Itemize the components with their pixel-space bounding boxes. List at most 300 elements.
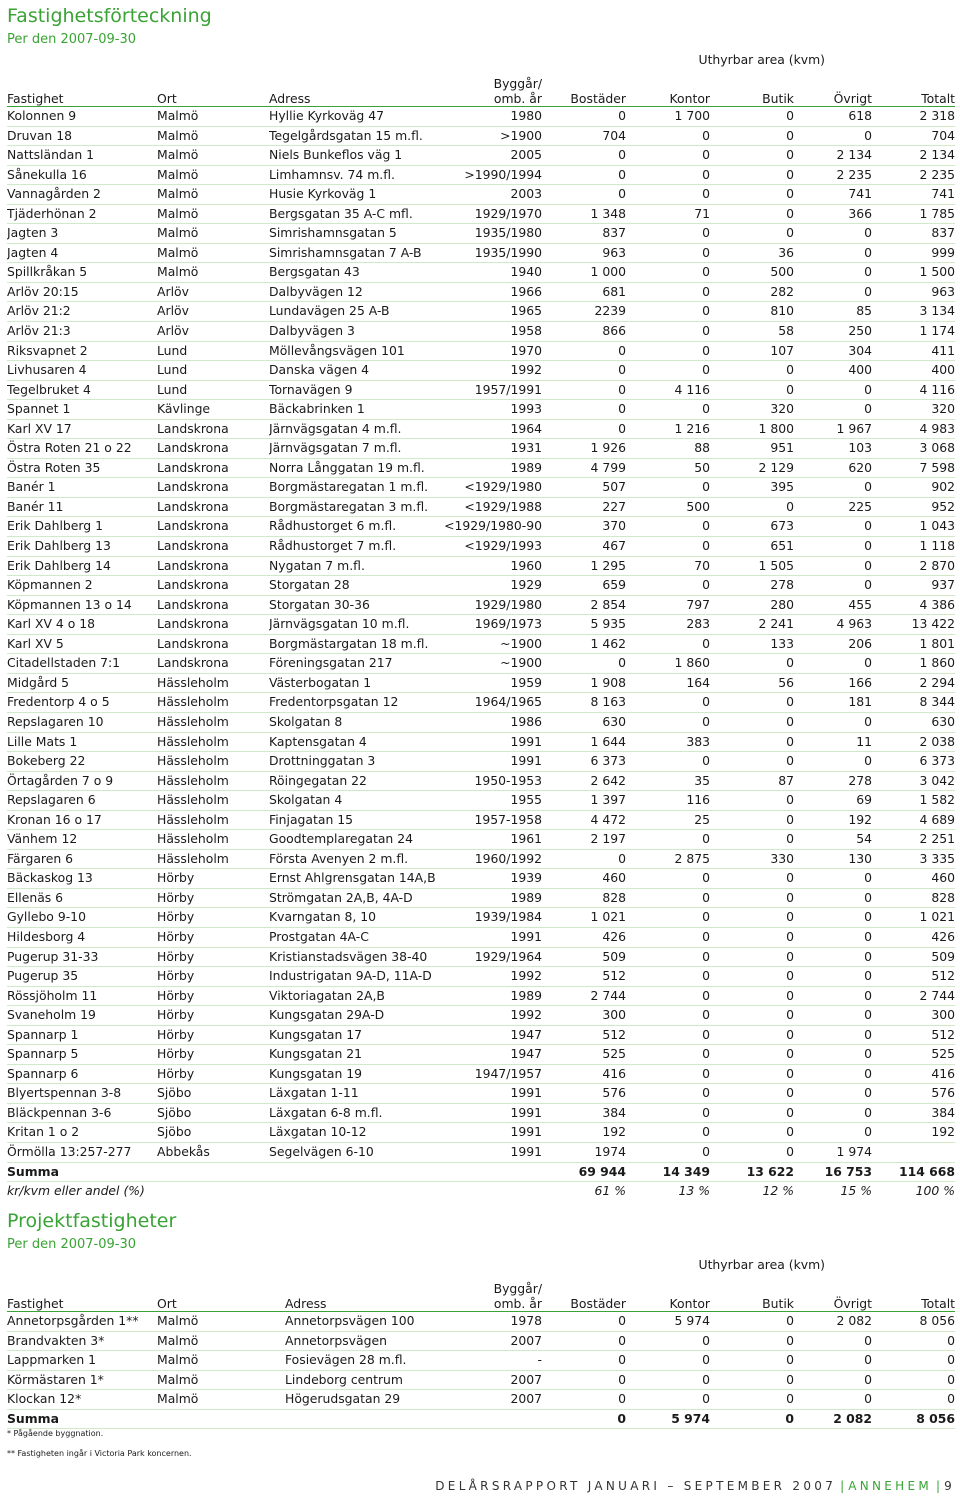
sum-totalt: 114 668 [872,1162,955,1182]
cell-ovrigt: 0 [794,752,872,772]
cell-kontor: 797 [626,595,710,615]
table-row [7,1312,955,1332]
cell-bostader: 5 935 [542,615,626,635]
col-header-byggar [445,1275,542,1312]
cell-butik: 0 [710,712,794,732]
cell-bostader: 837 [542,224,626,244]
cell-ort: Malmö [157,1312,285,1332]
table-row [7,1370,955,1390]
cell-kontor: 88 [626,439,710,459]
cell-bostader: 0 [542,419,626,439]
table-row [7,1103,955,1123]
cell-butik: 0 [710,927,794,947]
cell-kontor: 0 [626,361,710,381]
cell-totalt: 963 [872,282,955,302]
cell-totalt: 8 056 [872,1312,955,1332]
cell-bostader: 1 908 [542,673,626,693]
table-row [7,732,955,752]
cell-totalt: 902 [872,478,955,498]
cell-ort: Hörby [157,888,269,908]
table-row [7,126,955,146]
cell-ort: Landskrona [157,419,269,439]
cell-fastighet: Körmästaren 1* [7,1370,157,1390]
share-totalt: 100 % [915,1183,956,1199]
cell-butik: 0 [710,1045,794,1065]
cell-butik: 278 [710,576,794,596]
cell-totalt: 8 344 [872,693,955,713]
table-row [7,673,955,693]
cell-kontor: 50 [626,458,710,478]
cell-totalt: 999 [872,243,955,263]
cell-totalt: 1 118 [872,537,955,557]
cell-adress: Industrigatan 9A-D, 11A-D [269,967,439,987]
cell-ovrigt: 69 [794,791,872,811]
table-row [7,204,955,224]
table-row [7,1351,955,1371]
cell-ovrigt: 0 [794,1084,872,1104]
cell-fastighet: Brandvakten 3* [7,1331,157,1351]
cell-fastighet: Erik Dahlberg 13 [7,537,157,557]
cell-adress: Finjagatan 15 [269,810,439,830]
cell-adress: Dalbyvägen 12 [269,282,439,302]
cell-kontor: 0 [626,1064,710,1084]
sum-label: Summa [7,1162,157,1182]
cell-ovrigt: 181 [794,693,872,713]
sum-label: Summa [7,1409,157,1429]
cell-byggar: 1991 [439,1103,542,1123]
cell-totalt: 2 744 [872,986,955,1006]
cell-totalt: 0 [872,1390,955,1410]
cell-ort: Malmö [157,263,269,283]
cell-ovrigt: 0 [794,282,872,302]
cell-totalt: 4 689 [872,810,955,830]
cell-totalt: 384 [872,1103,955,1123]
cell-fastighet: Livhusaren 4 [7,361,157,381]
sum-spacer-adress [285,1409,445,1429]
cell-adress: Bergsgatan 43 [269,263,439,283]
col-header-totalt: Totalt [872,70,955,107]
cell-bostader: 0 [542,1370,626,1390]
cell-kontor: 0 [626,146,710,166]
cell-butik: 280 [710,595,794,615]
cell-adress: Röingegatan 22 [269,771,439,791]
cell-adress: Annetorpsvägen [285,1331,445,1351]
cell-kontor: 0 [626,165,710,185]
footer-divider: | [936,1479,941,1493]
cell-ovrigt: 0 [794,1103,872,1123]
cell-adress: Järnvägsgatan 7 m.fl. [269,439,439,459]
cell-byggar: 1991 [439,752,542,772]
cell-kontor: 0 [626,185,710,205]
col-header-adress: Adress [269,70,439,107]
cell-bostader: 659 [542,576,626,596]
col-header-butik: Butik [710,1275,794,1312]
table-row [7,888,955,908]
cell-bostader: 0 [542,165,626,185]
cell-fastighet: Repslagaren 6 [7,791,157,811]
cell-fastighet: Karl XV 5 [7,634,157,654]
cell-adress: Bäckabrinken 1 [269,400,439,420]
cell-butik: 0 [710,1142,794,1162]
cell-byggar: 1991 [439,927,542,947]
cell-totalt: 525 [872,1045,955,1065]
cell-totalt: 460 [872,869,955,889]
cell-ort: Sjöbo [157,1123,269,1143]
cell-bostader: 6 373 [542,752,626,772]
cell-adress: Storgatan 28 [269,576,439,596]
cell-ovrigt: 0 [794,1370,872,1390]
cell-bostader: 828 [542,888,626,908]
cell-ort: Hässleholm [157,712,269,732]
cell-ovrigt: 0 [794,1006,872,1026]
cell-byggar: 1947 [439,1025,542,1045]
cell-ort: Landskrona [157,439,269,459]
cell-ovrigt: 0 [794,1351,872,1371]
cell-fastighet: Tjäderhönan 2 [7,204,157,224]
cell-totalt: 192 [872,1123,955,1143]
cell-butik: 0 [710,1331,794,1351]
cell-bostader: 192 [542,1123,626,1143]
cell-fastighet: Jagten 4 [7,243,157,263]
cell-fastighet: Fredentorp 4 o 5 [7,693,157,713]
share-label: kr/kvm eller andel (%) [7,1183,145,1199]
cell-butik: 0 [710,791,794,811]
col-header-byggar-line1: Byggår/ [493,76,542,91]
table-row [7,224,955,244]
col-header-byggar [439,70,542,107]
col-header-byggar-line2: omb. år [493,91,542,106]
cell-byggar: 1961 [439,830,542,850]
cell-totalt: 4 386 [872,595,955,615]
cell-kontor: 5 974 [626,1312,710,1332]
cell-butik: 0 [710,810,794,830]
cell-totalt: 1 021 [872,908,955,928]
cell-adress: Dalbyvägen 3 [269,322,439,342]
cell-butik: 0 [710,1084,794,1104]
cell-butik: 0 [710,654,794,674]
cell-bostader: 300 [542,1006,626,1026]
cell-fastighet: Pugerup 31-33 [7,947,157,967]
cell-kontor: 0 [626,752,710,772]
cell-totalt: 2 134 [872,146,955,166]
cell-kontor: 500 [626,497,710,517]
col-header-ovrigt: Övrigt [794,1275,872,1312]
cell-ort: Malmö [157,1370,285,1390]
cell-ort: Hörby [157,927,269,947]
cell-ort: Landskrona [157,556,269,576]
cell-ort: Hässleholm [157,693,269,713]
cell-totalt: 937 [872,576,955,596]
cell-totalt: 416 [872,1064,955,1084]
cell-kontor: 0 [626,1142,710,1162]
cell-ovrigt: 4 963 [794,615,872,635]
cell-bostader: 4 799 [542,458,626,478]
cell-butik: 0 [710,146,794,166]
cell-butik: 0 [710,1064,794,1084]
col-header-ort: Ort [157,1275,285,1312]
cell-butik: 2 241 [710,615,794,635]
cell-byggar: 1947 [439,1045,542,1065]
property-rows [7,107,955,1163]
table-row [7,576,955,596]
table-row [7,654,955,674]
cell-fastighet: Svaneholm 19 [7,1006,157,1026]
cell-fastighet: Annetorpsgården 1** [7,1312,157,1332]
table-row [7,1006,955,1026]
cell-bostader: 4 472 [542,810,626,830]
cell-bostader: 0 [542,146,626,166]
cell-fastighet: Lille Mats 1 [7,732,157,752]
table-row [7,478,955,498]
cell-byggar: 1939 [439,869,542,889]
cell-totalt: 4 983 [872,419,955,439]
cell-butik: 0 [710,1025,794,1045]
cell-ort: Hörby [157,947,269,967]
cell-butik: 330 [710,849,794,869]
share-kontor: 13 % [678,1183,710,1199]
cell-ovrigt: 85 [794,302,872,322]
page-number: 9 [944,1479,955,1493]
col-header-kontor: Kontor [626,1275,710,1312]
cell-ovrigt: 166 [794,673,872,693]
cell-bostader: 525 [542,1045,626,1065]
cell-kontor: 0 [626,986,710,1006]
cell-byggar: 1957/1991 [439,380,542,400]
cell-butik: 0 [710,967,794,987]
cell-byggar: ~1900 [439,634,542,654]
cell-byggar: 1929/1970 [439,204,542,224]
cell-fastighet: Vänhem 12 [7,830,157,850]
col-header-ovrigt: Övrigt [794,70,872,107]
cell-totalt: 2 318 [872,107,955,127]
cell-ovrigt: 0 [794,888,872,908]
cell-totalt: 4 116 [872,380,955,400]
cell-ovrigt: 225 [794,497,872,517]
cell-butik: 0 [710,986,794,1006]
sum-kontor: 5 974 [626,1409,710,1429]
cell-butik: 0 [710,204,794,224]
table-row [7,439,955,459]
cell-totalt: 1 801 [872,634,955,654]
cell-totalt: 426 [872,927,955,947]
table-row [7,361,955,381]
cell-bostader: 963 [542,243,626,263]
cell-ovrigt: 2 082 [794,1312,872,1332]
cell-byggar: 1960/1992 [439,849,542,869]
cell-fastighet: Kritan 1 o 2 [7,1123,157,1143]
cell-totalt: 1 785 [872,204,955,224]
cell-ovrigt: 0 [794,478,872,498]
table-row [7,165,955,185]
cell-adress: Simrishamnsgatan 5 [269,224,439,244]
cell-bostader: 0 [542,185,626,205]
cell-adress: Simrishamnsgatan 7 A-B [269,243,439,263]
cell-ovrigt: 0 [794,126,872,146]
cell-kontor: 1 860 [626,654,710,674]
cell-byggar: <1929/1988 [439,497,542,517]
cell-bostader: 384 [542,1103,626,1123]
cell-bostader: 1 397 [542,791,626,811]
cell-ort: Landskrona [157,497,269,517]
table-row [7,380,955,400]
cell-kontor: 0 [626,967,710,987]
cell-totalt: 704 [872,126,955,146]
cell-kontor: 383 [626,732,710,752]
cell-bostader: 0 [542,1312,626,1332]
cell-butik: 0 [710,693,794,713]
cell-ort: Sjöbo [157,1103,269,1123]
cell-fastighet: Ellenäs 6 [7,888,157,908]
cell-ovrigt: 0 [794,263,872,283]
cell-kontor: 0 [626,243,710,263]
table-row [7,595,955,615]
sum-spacer-byggar [445,1409,542,1429]
table-row [7,1084,955,1104]
cell-totalt: 320 [872,400,955,420]
cell-ort: Landskrona [157,654,269,674]
cell-butik: 0 [710,1390,794,1410]
cell-butik: 87 [710,771,794,791]
sum-kontor: 14 349 [626,1162,710,1182]
cell-adress: Kaptensgatan 4 [269,732,439,752]
cell-butik: 107 [710,341,794,361]
cell-totalt: 2 038 [872,732,955,752]
cell-ovrigt: 0 [794,908,872,928]
cell-totalt: 1 860 [872,654,955,674]
cell-byggar: 1964 [439,419,542,439]
cell-adress: Lindeborg centrum [285,1370,445,1390]
sum-spacer-ort [157,1162,269,1182]
table-row [7,810,955,830]
cell-fastighet: Erik Dahlberg 14 [7,556,157,576]
cell-byggar: 1969/1973 [439,615,542,635]
cell-butik: 951 [710,439,794,459]
cell-ort: Kävlinge [157,400,269,420]
cell-ort: Hörby [157,1006,269,1026]
cell-butik: 1 505 [710,556,794,576]
cell-butik: 0 [710,165,794,185]
sum-butik: 0 [710,1409,794,1429]
cell-kontor: 0 [626,1103,710,1123]
cell-butik: 0 [710,185,794,205]
cell-ovrigt: 0 [794,1045,872,1065]
cell-byggar: 1929/1980 [439,595,542,615]
cell-kontor: 0 [626,126,710,146]
cell-totalt: 741 [872,185,955,205]
table-row [7,556,955,576]
cell-byggar: 2003 [439,185,542,205]
cell-butik: 0 [710,888,794,908]
cell-fastighet: Östra Roten 21 o 22 [7,439,157,459]
cell-ovrigt: 206 [794,634,872,654]
cell-adress: Storgatan 30-36 [269,595,439,615]
cell-byggar: >1990/1994 [439,165,542,185]
cell-byggar: 1964/1965 [439,693,542,713]
cell-ovrigt: 0 [794,927,872,947]
table-row [7,1331,955,1351]
cell-ovrigt: 103 [794,439,872,459]
cell-adress: Möllevångsvägen 101 [269,341,439,361]
share-butik: 12 % [762,1183,794,1199]
cell-ovrigt: 0 [794,1390,872,1410]
cell-totalt: 837 [872,224,955,244]
cell-bostader: 0 [542,1331,626,1351]
cell-ovrigt: 0 [794,517,872,537]
cell-kontor: 0 [626,712,710,732]
cell-adress: Läxgatan 6-8 m.fl. [269,1103,439,1123]
cell-adress: Järnvägsgatan 10 m.fl. [269,615,439,635]
cell-ovrigt: 130 [794,849,872,869]
cell-totalt: 1 500 [872,263,955,283]
cell-ovrigt: 2 235 [794,165,872,185]
cell-adress: Husie Kyrkoväg 1 [269,185,439,205]
cell-fastighet: Banér 1 [7,478,157,498]
cell-byggar: 1980 [439,107,542,127]
cell-byggar: 2005 [439,146,542,166]
cell-ovrigt: 54 [794,830,872,850]
cell-bostader: 507 [542,478,626,498]
section-title: Projektfastigheter [7,1210,177,1232]
group-label: Uthyrbar area (kvm) [698,52,826,67]
cell-ort: Malmö [157,126,269,146]
cell-butik: 0 [710,869,794,889]
cell-kontor: 0 [626,1025,710,1045]
cell-byggar: 1929 [439,576,542,596]
cell-fastighet: Karl XV 4 o 18 [7,615,157,635]
footer-divider: | [840,1479,845,1493]
cell-adress: Borgmästaregatan 1 m.fl. [269,478,439,498]
cell-adress: Strömgatan 2A,B, 4A-D [269,888,439,908]
cell-bostader: 0 [542,361,626,381]
col-header-ort: Ort [157,70,269,107]
report-title: DELÅRSRAPPORT JANUARI – SEPTEMBER 2007 [435,1479,837,1493]
cell-adress: Borgmästaregatan 3 m.fl. [269,497,439,517]
cell-totalt: 512 [872,1025,955,1045]
table-row [7,1064,955,1084]
cell-fastighet: Spannarp 6 [7,1064,157,1084]
cell-totalt: 3 335 [872,849,955,869]
table-row [7,302,955,322]
cell-byggar: 1989 [439,986,542,1006]
cell-ovrigt: 0 [794,400,872,420]
cell-kontor: 0 [626,1331,710,1351]
cell-fastighet: Spannarp 1 [7,1025,157,1045]
group-label: Uthyrbar area (kvm) [698,1257,826,1272]
cell-bostader: 467 [542,537,626,557]
cell-byggar: 1959 [439,673,542,693]
table-row [7,107,955,127]
cell-totalt: 3 068 [872,439,955,459]
cell-fastighet: Hildesborg 4 [7,927,157,947]
cell-butik: 0 [710,1103,794,1123]
cell-butik: 0 [710,1123,794,1143]
cell-ort: Landskrona [157,615,269,635]
cell-kontor: 0 [626,263,710,283]
cell-ovrigt: 250 [794,322,872,342]
cell-fastighet: Örmölla 13:257-277 [7,1142,157,1162]
cell-byggar: 2007 [445,1370,542,1390]
cell-byggar: 1991 [439,1123,542,1143]
cell-totalt: 0 [872,1331,955,1351]
cell-bostader: 2 744 [542,986,626,1006]
cell-fastighet: Sånekulla 16 [7,165,157,185]
cell-bostader: 0 [542,341,626,361]
cell-totalt: 2 251 [872,830,955,850]
cell-fastighet: Banér 11 [7,497,157,517]
cell-kontor: 283 [626,615,710,635]
cell-fastighet: Köpmannen 2 [7,576,157,596]
cell-ovrigt: 0 [794,1025,872,1045]
